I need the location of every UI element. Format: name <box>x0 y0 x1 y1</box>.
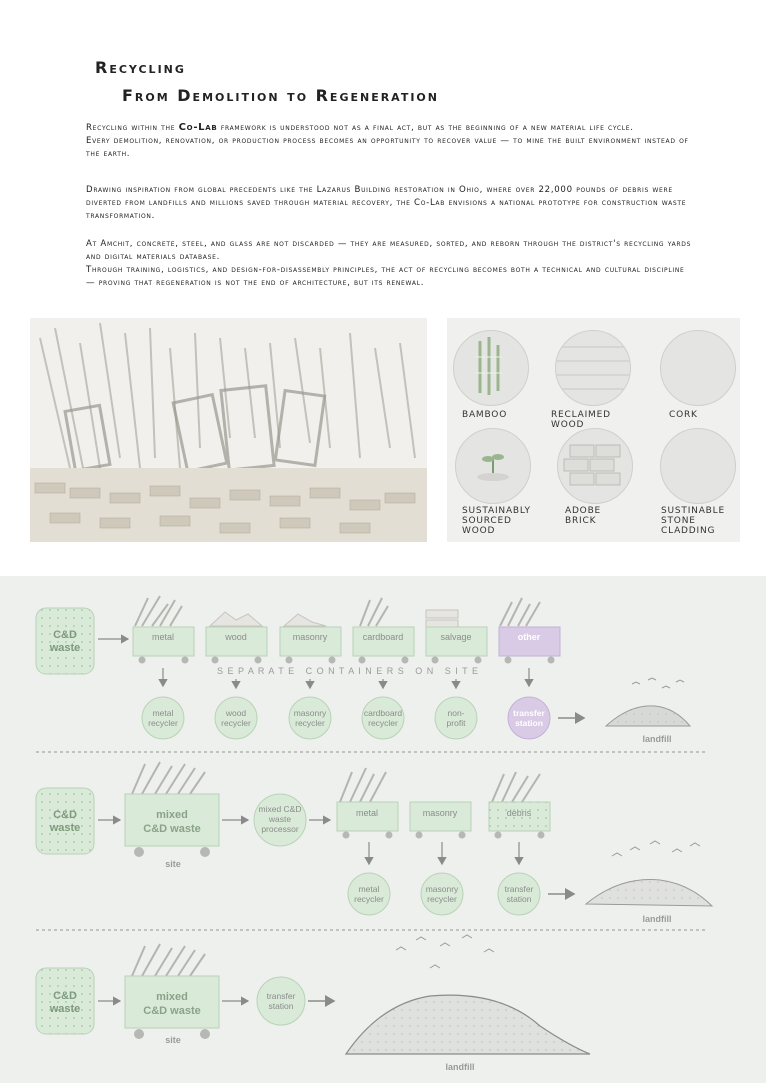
debris-yard-photo <box>30 318 427 542</box>
sustainable-wood-icon <box>455 428 531 504</box>
material-label: ADOBE BRICK <box>565 506 602 526</box>
svg-text:landfill: landfill <box>642 734 672 744</box>
svg-text:recycler: recycler <box>148 718 178 728</box>
row2-processor <box>254 794 306 846</box>
svg-text:cardboard: cardboard <box>362 632 404 642</box>
material-label: SUSTAINABLY SOURCED WOOD <box>462 506 531 536</box>
row2-mixed-bin <box>125 762 219 869</box>
bamboo-icon <box>453 330 529 406</box>
svg-text:station: station <box>268 1001 294 1011</box>
svg-text:mixed C&D: mixed C&D <box>258 804 302 814</box>
material-label: SUSTINABLE STONE CLADDING <box>661 506 725 536</box>
svg-text:wood: wood <box>225 708 247 718</box>
row1-source <box>36 608 94 674</box>
svg-text:debris: debris <box>506 808 532 818</box>
intro-paragraph: Recycling within the Co-Lab framework is understood not as a final act, but as the beginning of a new material life cycle. Every demolition, renovation, or production process becomes an opportunity to recover value — to mine the built environment instead of the earth. <box>86 122 689 159</box>
svg-text:masonry: masonry <box>292 632 328 642</box>
adobe-brick-icon <box>557 428 633 504</box>
svg-text:recycler: recycler <box>427 894 457 904</box>
svg-text:other: other <box>517 632 541 642</box>
svg-text:C&D: C&D <box>53 629 77 641</box>
svg-text:site: site <box>165 1035 181 1045</box>
separate-containers-label: S E P A R A T E C O N T A I N E R S O N S I T E <box>217 666 479 676</box>
svg-text:landfill: landfill <box>445 1062 475 1072</box>
svg-text:recycler: recycler <box>295 718 325 728</box>
page-subtitle: From Demolition to Regeneration <box>122 86 439 105</box>
materials-panel <box>447 318 740 542</box>
debris-pile <box>135 596 540 626</box>
cork-icon <box>660 330 736 406</box>
svg-text:waste: waste <box>268 814 292 824</box>
svg-text:salvage: salvage <box>440 632 472 642</box>
material-label: BAMBOO <box>462 410 508 420</box>
material-label: CORK <box>669 410 698 420</box>
reclaimed-wood-icon <box>555 330 631 406</box>
svg-text:metal: metal <box>151 632 175 642</box>
svg-text:C&D waste: C&D waste <box>143 823 201 835</box>
svg-text:station: station <box>506 894 532 904</box>
row3-mixed-bin <box>125 944 219 1045</box>
row3-landfill <box>346 935 590 1072</box>
svg-text:station: station <box>515 718 543 728</box>
waste-flow-diagram <box>0 576 766 1083</box>
page-title: Recycling <box>95 58 186 77</box>
svg-text:landfill: landfill <box>642 914 672 924</box>
svg-text:transfer: transfer <box>513 708 545 718</box>
svg-text:metal: metal <box>355 808 379 818</box>
row1-destinations <box>142 697 550 739</box>
svg-text:wood: wood <box>225 632 247 642</box>
svg-text:mixed: mixed <box>156 991 188 1003</box>
debris-pile <box>210 610 458 628</box>
svg-text:metal: metal <box>358 884 380 894</box>
row3-transfer <box>257 977 305 1025</box>
svg-text:C&D waste: C&D waste <box>143 1005 201 1017</box>
stone-cladding-icon <box>660 428 736 504</box>
svg-text:C&D: C&D <box>53 990 77 1002</box>
amchit-paragraph: At Amchit, concrete, steel, and glass are not discarded — they are measured, sorted, and reborn through the district's recycling yards and digital materials database. Through training, logistics, and design-for-disassembly principles, the act of recycling becomes both a technical and cultural discipline — proving that regeneration is not the end of architecture, but its renewal. <box>86 239 692 288</box>
svg-text:metal: metal <box>152 708 174 718</box>
svg-text:profit: profit <box>446 718 466 728</box>
svg-text:C&D: C&D <box>53 809 77 821</box>
svg-text:mixed: mixed <box>156 809 188 821</box>
row2-destinations <box>348 873 540 915</box>
row1-landfill <box>606 678 690 744</box>
svg-text:recycler: recycler <box>354 894 384 904</box>
svg-text:masonry: masonry <box>425 884 459 894</box>
svg-text:site: site <box>165 859 181 869</box>
svg-text:transfer: transfer <box>504 884 534 894</box>
svg-text:waste: waste <box>49 822 81 834</box>
svg-text:masonry: masonry <box>293 708 327 718</box>
row1-bins <box>133 627 560 664</box>
svg-text:processor: processor <box>261 824 299 834</box>
svg-text:non-: non- <box>447 708 465 718</box>
row2-source <box>36 788 94 854</box>
svg-text:recycler: recycler <box>221 718 251 728</box>
row2-bins <box>337 768 550 839</box>
svg-text:waste: waste <box>49 1003 81 1015</box>
material-label: RECLAIMED WOOD <box>551 410 611 430</box>
precedent-paragraph: Drawing inspiration from global precedents like the Lazarus Building restoration in Ohio, where over 22,000 pounds of debris were diverted from landfills and millions saved through material recovery, the Co-Lab envisions a national prototype for construction waste transformation. <box>86 185 687 221</box>
svg-text:recycler: recycler <box>368 718 398 728</box>
row2-landfill <box>586 841 712 924</box>
row3-source <box>36 968 94 1034</box>
svg-text:cardboard: cardboard <box>363 708 403 718</box>
svg-text:transfer: transfer <box>266 991 296 1001</box>
svg-text:masonry: masonry <box>422 808 458 818</box>
svg-text:waste: waste <box>49 642 81 654</box>
